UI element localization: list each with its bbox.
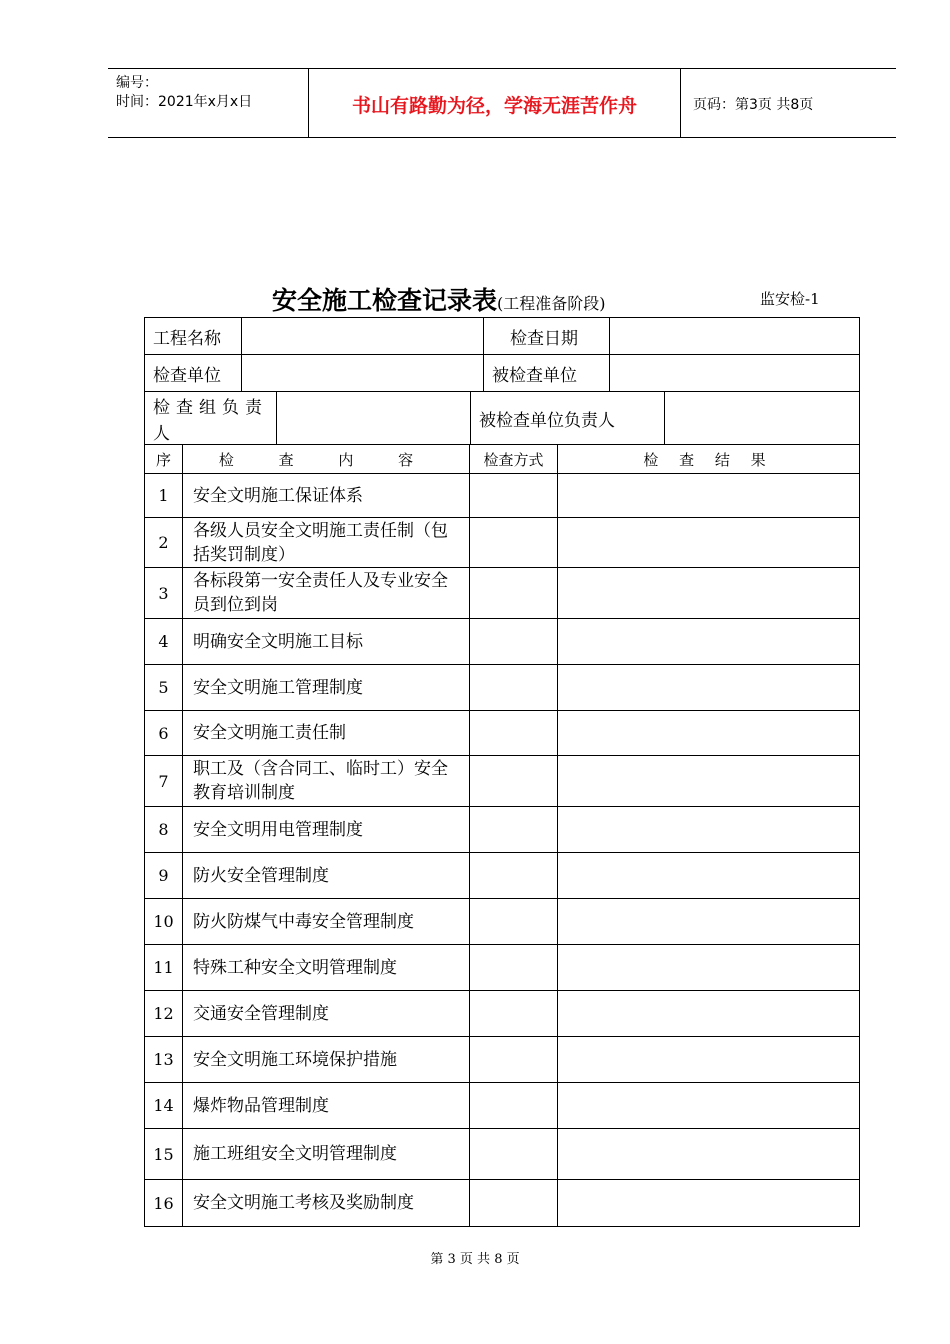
team-leader-field[interactable] [277, 392, 471, 444]
table-row [145, 756, 859, 807]
table-row [145, 945, 859, 991]
item-number: 2 [145, 518, 183, 567]
item-result-cell[interactable] [558, 518, 859, 567]
number-label: 编号： [116, 75, 158, 91]
page-header [108, 68, 896, 138]
project-name-field[interactable] [242, 318, 484, 354]
team-leader-text: 检查组负责人 [153, 398, 268, 444]
item-number: 14 [145, 1083, 183, 1128]
item-number: 5 [145, 665, 183, 710]
item-content: 安全文明施工考核及奖励制度 [183, 1180, 470, 1226]
item-result-cell[interactable] [558, 853, 859, 898]
item-content: 防火防煤气中毒安全管理制度 [183, 899, 470, 944]
item-result-cell[interactable] [558, 619, 859, 664]
item-number: 15 [145, 1129, 183, 1179]
item-number: 3 [145, 568, 183, 618]
item-method-cell[interactable] [470, 1037, 558, 1082]
item-result-cell[interactable] [558, 807, 859, 852]
col-result [558, 445, 859, 473]
table-row [145, 518, 859, 568]
item-content: 交通安全管理制度 [183, 991, 470, 1036]
time-label: 时间：2021年x月x日 [116, 94, 253, 110]
table-row [145, 807, 859, 853]
table-row [145, 1129, 859, 1180]
item-result-cell[interactable] [558, 1037, 859, 1082]
project-name-label: 工程名称 [145, 318, 242, 354]
item-method-cell[interactable] [470, 1129, 558, 1179]
table-row [145, 991, 859, 1037]
item-number: 7 [145, 756, 183, 806]
info-row-project [145, 318, 859, 355]
col-method: 检查方式 [470, 445, 558, 473]
item-number: 13 [145, 1037, 183, 1082]
table-row [145, 853, 859, 899]
item-result-cell[interactable] [558, 945, 859, 990]
item-method-cell[interactable] [470, 1180, 558, 1226]
check-date-label: 检查日期 [484, 318, 610, 354]
checked-unit-label: 被检查单位 [484, 355, 610, 391]
item-method-cell[interactable] [470, 665, 558, 710]
table-row [145, 899, 859, 945]
table-row [145, 568, 859, 619]
item-content: 防火安全管理制度 [183, 853, 470, 898]
item-method-cell[interactable] [470, 619, 558, 664]
item-result-cell[interactable] [558, 1083, 859, 1128]
item-content: 特殊工种安全文明管理制度 [183, 945, 470, 990]
checked-leader-label: 被检查单位负责人 [471, 392, 665, 444]
item-content: 施工班组安全文明管理制度 [183, 1129, 470, 1179]
item-content: 安全文明用电管理制度 [183, 807, 470, 852]
item-result-cell[interactable] [558, 1129, 859, 1179]
item-method-cell[interactable] [470, 474, 558, 517]
checked-leader-field[interactable] [665, 392, 859, 444]
item-content: 爆炸物品管理制度 [183, 1083, 470, 1128]
item-method-cell[interactable] [470, 991, 558, 1036]
item-number: 12 [145, 991, 183, 1036]
table-row [145, 1037, 859, 1083]
col-seq: 序 [145, 445, 183, 473]
checked-unit-field[interactable] [610, 355, 859, 391]
header-motto-cell [309, 69, 681, 137]
item-content: 职工及（含合同工、临时工）安全教育培训制度 [183, 756, 470, 806]
page-footer: 第 3 页 共 8 页 [430, 1252, 520, 1267]
item-method-cell[interactable] [470, 899, 558, 944]
item-result-cell[interactable] [558, 991, 859, 1036]
item-number: 16 [145, 1180, 183, 1226]
table-row [145, 619, 859, 665]
item-content: 明确安全文明施工目标 [183, 619, 470, 664]
column-header-row [145, 445, 859, 474]
item-result-cell[interactable] [558, 474, 859, 517]
item-content: 各级人员安全文明施工责任制（包括奖罚制度） [183, 518, 470, 567]
item-method-cell[interactable] [470, 568, 558, 618]
item-number: 1 [145, 474, 183, 517]
item-method-cell[interactable] [470, 1083, 558, 1128]
item-method-cell[interactable] [470, 711, 558, 755]
item-method-cell[interactable] [470, 945, 558, 990]
item-method-cell[interactable] [470, 756, 558, 806]
item-content: 安全文明施工责任制 [183, 711, 470, 755]
info-row-unit [145, 355, 859, 392]
table-row [145, 474, 859, 518]
item-number: 8 [145, 807, 183, 852]
title-sub: (工程准备阶段) [497, 294, 606, 313]
col-content-text: 检 查 内 容 [218, 450, 434, 469]
header-page-cell [681, 69, 896, 137]
check-unit-label: 检查单位 [145, 355, 242, 391]
col-result-text: 检 查 结 果 [643, 450, 774, 469]
item-result-cell[interactable] [558, 756, 859, 806]
item-result-cell[interactable] [558, 711, 859, 755]
item-number: 6 [145, 711, 183, 755]
item-result-cell[interactable] [558, 1180, 859, 1226]
item-content: 各标段第一安全责任人及专业安全员到位到岗 [183, 568, 470, 618]
table-row [145, 711, 859, 756]
check-date-field[interactable] [610, 318, 859, 354]
form-code: 监安检-1 [760, 290, 820, 308]
motto-text: 书山有路勤为径，学海无涯苦作舟 [351, 95, 637, 117]
item-result-cell[interactable] [558, 568, 859, 618]
item-result-cell[interactable] [558, 899, 859, 944]
item-method-cell[interactable] [470, 853, 558, 898]
page-info: 页码：第3页 共8页 [693, 97, 814, 113]
title-main: 安全施工检查记录表 [272, 286, 498, 315]
document-title [272, 281, 606, 317]
team-leader-label [145, 392, 277, 444]
table-row [145, 1083, 859, 1129]
item-number: 11 [145, 945, 183, 990]
col-content [183, 445, 470, 473]
item-content: 安全文明施工环境保护措施 [183, 1037, 470, 1082]
item-number: 9 [145, 853, 183, 898]
table-row [145, 1180, 859, 1226]
inspection-table [144, 317, 860, 1227]
info-row-leader [145, 392, 859, 445]
item-method-cell[interactable] [470, 807, 558, 852]
item-content: 安全文明施工保证体系 [183, 474, 470, 517]
item-content: 安全文明施工管理制度 [183, 665, 470, 710]
item-number: 4 [145, 619, 183, 664]
item-method-cell[interactable] [470, 518, 558, 567]
check-unit-field[interactable] [242, 355, 484, 391]
header-meta [108, 69, 309, 137]
item-number: 10 [145, 899, 183, 944]
item-result-cell[interactable] [558, 665, 859, 710]
table-row [145, 665, 859, 711]
